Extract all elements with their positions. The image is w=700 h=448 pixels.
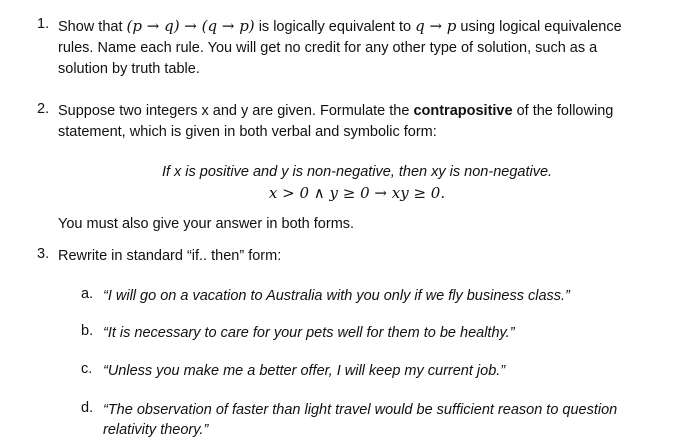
question-2-text-before: Suppose two integers x and y are given. Formulate the [58,103,410,119]
question-2-closing: You must also give your answer in both forms. [58,216,355,232]
question-3b-label: b. [81,323,94,339]
question-2-verbal-statement: If x is positive and y is non-negative, then xy is non-negative. [161,164,553,180]
question-2-symbolic-statement: x > 0 ∧ y ≥ 0 → xy ≥ 0. [268,184,446,202]
question-1-pre: Show that [58,19,123,35]
question-1-number: 1. [37,16,50,32]
question-2-number: 2. [37,101,50,117]
question-2-text-after: of the following statement, which is given in both verbal and symbolic form: [58,103,614,140]
question-3c-text: “Unless you make me a better offer, I will keep my current job.” [103,363,506,379]
question-3a-text: “I will go on a vacation to Australia with you only if we fly business class.” [103,288,570,304]
question-1-formula-a: (p → q) → (q → p) [126,17,255,35]
question-3-number: 3. [37,246,50,262]
question-1-body [58,16,638,80]
question-3a-label: a. [81,286,94,302]
question-1-formula-b: q → p [415,17,457,35]
question-1-post: using logical equivalence rules. Name each rule. You will get no credit for any other type of solution, such as a solution by truth table. [58,19,622,77]
question-3c-label: c. [81,361,93,377]
question-3b-text: “It is necessary to care for your pets well for them to be healthy.” [103,325,515,341]
question-1-mid: is logically equivalent to [258,19,412,35]
question-2-bold-word: contrapositive [413,103,513,119]
question-3d-text: “The observation of faster than light travel would be sufficient reason to question relativity theory.” [103,402,618,438]
question-3-text: Rewrite in standard “if.. then” form: [58,248,282,264]
question-2-body [58,101,618,143]
question-3d-label: d. [81,400,94,416]
